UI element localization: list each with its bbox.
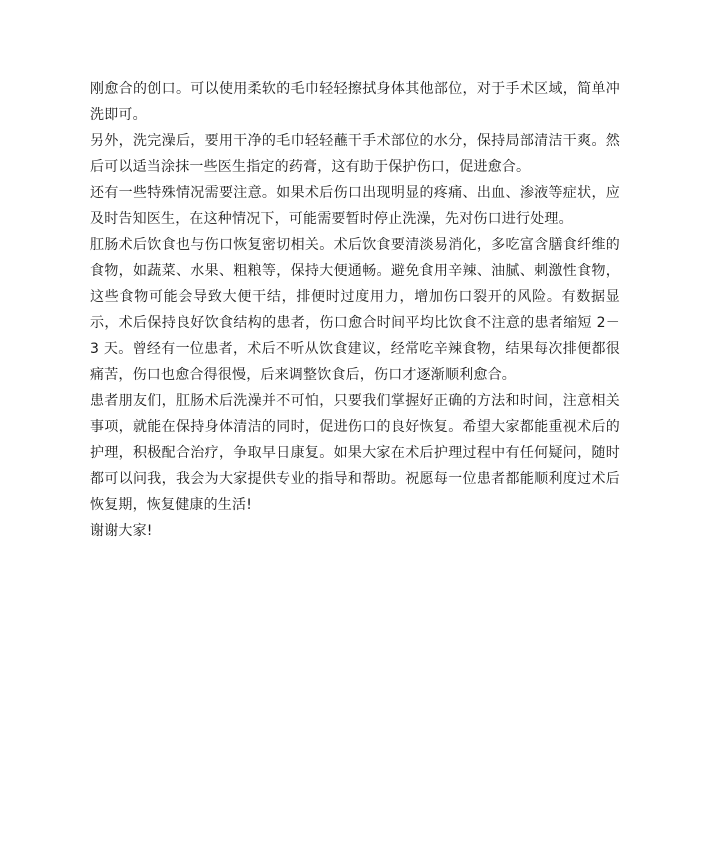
paragraph-diet: 肛肠术后饮食也与伤口恢复密切相关。术后饮食要清淡易消化，多吃富含膳食纤维的食物，如蔬菜、水果、粗粮等，保持大便通畅。避免食用辛辣、油腻、刺激性食物，这些食物可能会导致大便干结，排便时过度用力，增加伤口裂开的风险。有数据显示，术后保持良好饮食结构的患者，伤口愈合时间平均比饮食不注意的患者缩短 2－3 天。曾经有一位患者，术后不听从饮食建议，经常吃辛辣食物，结果每次排便都很痛苦，伤口也愈合得很慢，后来调整饮食后，伤口才逐渐顺利愈合。	[90, 237, 620, 383]
document-body	[90, 76, 620, 544]
paragraph-wound-cleaning: 刚愈合的创口。可以使用柔软的毛巾轻轻擦拭身体其他部位，对于手术区域，简单冲洗即可。	[90, 81, 620, 123]
paragraph-thanks: 谢谢大家!	[90, 523, 153, 539]
paragraph-special-cases: 还有一些特殊情况需要注意。如果术后伤口出现明显的疼痛、出血、渗液等症状，应及时告知医生，在这种情况下，可能需要暂时停止洗澡，先对伤口进行处理。	[90, 185, 620, 227]
paragraph-after-bath: 另外，洗完澡后，要用干净的毛巾轻轻蘸干手术部位的水分，保持局部清洁干爽。然后可以适当涂抹一些医生指定的药膏，这有助于保护伤口，促进愈合。	[90, 133, 620, 175]
paragraph-conclusion: 患者朋友们，肛肠术后洗澡并不可怕，只要我们掌握好正确的方法和时间，注意相关事项，就能在保持身体清洁的同时，促进伤口的良好恢复。希望大家都能重视术后的护理，积极配合治疗，争取早日康复。如果大家在术后护理过程中有任何疑问，随时都可以问我，我会为大家提供专业的指导和帮助。祝愿每一位患者都能顺利度过术后恢复期，恢复健康的生活!	[90, 393, 620, 513]
